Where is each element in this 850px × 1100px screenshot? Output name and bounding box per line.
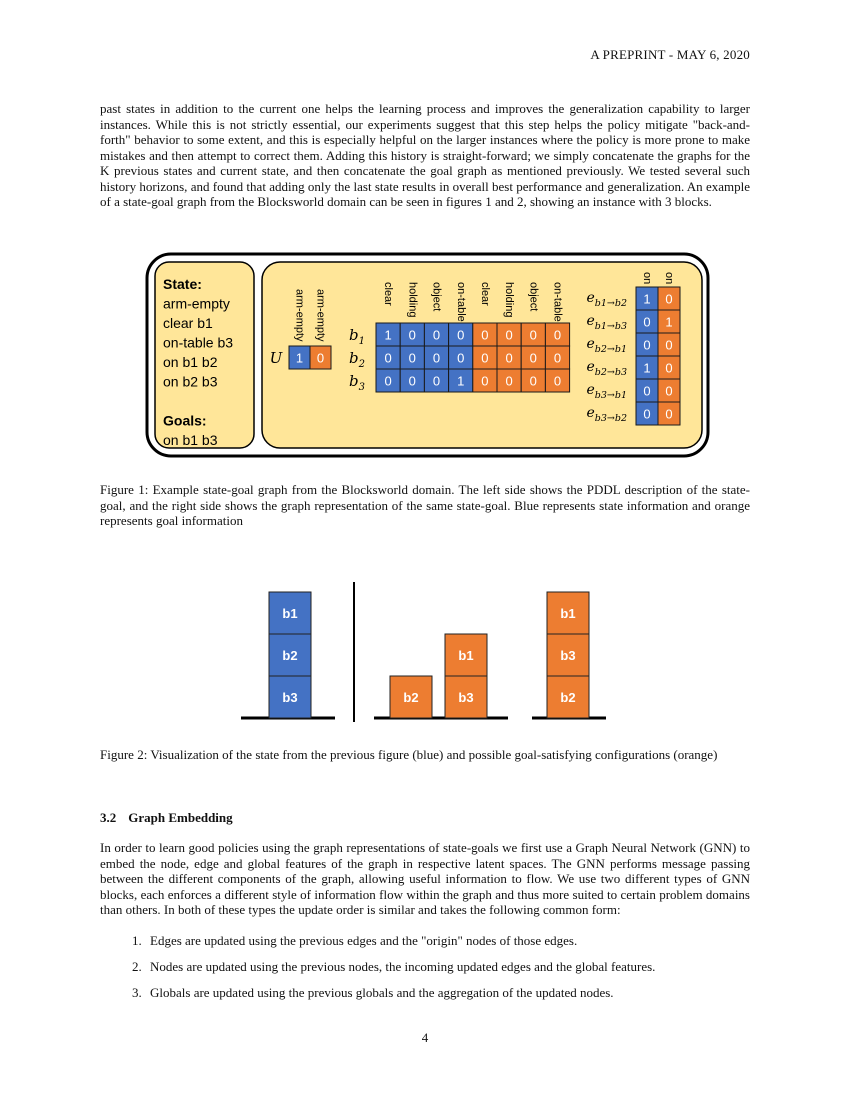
intro-paragraph: past states in addition to the current one helps the learning process and improves the generalization capability to larger instances. While this is not strictly essential, our experiments suggest that this step helps the policy mitigate "back-and-forth" behavior to some extent, and this is especially helpful on the larger instances where the policy is more prone to make mistakes and then attempt to correct them. Adding this history is straight-forward; we simply concatenate the graphs for the K previous states and current state, and then concatenate the goal graph as mentioned previously. We tested several such history horizons, and found that adding only the last state results in overall best performance and generalization. An example of a state-goal graph from the Blocksworld domain can be seen in figures 1 and 2, showing an instance with 3 blocks. [100,101,750,209]
page-number: 4 [421,1030,429,1045]
list-item: 2. Nodes are updated using the previous nodes, the incoming updated edges and the global features. [132,959,656,974]
running-header: A PREPRINT - MAY 6, 2020 [590,47,750,62]
figure-1 [145,252,710,458]
cell-value: 0 [643,406,651,422]
list-item: 3. Globals are updated using the previous globals and the aggregation of the updated nodes. [132,985,614,1000]
figure-2 [238,580,613,725]
edge-row-label: $e_{b3\to b2}$ [586,405,627,424]
cell-value: 0 [432,350,441,366]
cell-value: 0 [529,373,537,389]
list-item: 1. Edges are updated using the previous edges and the "origin" nodes of those edges. [132,933,578,948]
node-row-label: $b_2$ [349,349,365,370]
cell-value: 1 [643,360,651,376]
column-header: arm-empty [293,289,306,342]
cell-value: 0 [665,360,673,376]
section-title: Graph Embedding [128,810,233,825]
cell-value: 0 [432,327,441,343]
cell-value: 0 [481,373,489,389]
cell-value: 0 [408,350,416,366]
cell-value: 0 [505,350,513,366]
column-header: clear [382,282,395,306]
global-label: U [269,349,283,367]
edge-row-label: $e_{b2\to b3}$ [586,359,627,378]
cell-value: 0 [408,327,416,343]
state-line: on-table b3 [163,334,234,351]
block-label: b2 [560,690,576,705]
cell-value: 0 [643,383,651,399]
edge-row-label: $e_{b2\to b1}$ [586,336,627,355]
cell-value: 0 [457,327,465,343]
section-heading [100,810,233,826]
block-label: b1 [458,648,474,663]
section-number: 3.2 [100,810,117,825]
state-line: on b1 b2 [163,354,218,370]
cell-value: 1 [295,350,304,366]
column-header: holding [406,282,419,318]
cell-value: 0 [553,350,562,366]
cell-value: 0 [316,350,325,366]
update-order-list [132,933,752,1011]
edge-row-label: $e_{b3\to b1}$ [586,382,627,401]
block-label: b2 [403,690,419,705]
edge-row-label: $e_{b1\to b3}$ [586,313,627,332]
cell-value: 0 [384,373,392,389]
state-line: on b2 b3 [163,373,218,390]
cell-value: 1 [384,327,392,343]
block-label: b3 [458,690,474,705]
cell-value: 0 [665,291,673,307]
column-header: object [430,282,443,312]
column-header: on [641,272,654,285]
figure-1-caption: Figure 1: Example state-goal graph from the Blocksworld domain. The left side shows the PDDL description of the state-goal, and the right side shows the graph representation of the same state-goal. Blue represents state information and orange represents goal information [100,482,750,528]
block-label: b1 [282,606,298,621]
state-title: State: [163,276,202,292]
state-line: arm-empty [163,295,230,312]
column-header: arm-empty [314,289,327,342]
block-label: b1 [560,606,576,621]
cell-value: 1 [665,314,673,330]
cell-value: 0 [432,373,441,389]
figure-2-caption: Figure 2: Visualization of the state from the previous figure (blue) and possible goal-satisfying configurations (orange) [100,747,718,762]
cell-value: 0 [408,373,416,389]
block-label: b2 [282,648,298,663]
cell-value: 0 [553,327,562,343]
cell-value: 0 [529,350,537,366]
section-paragraph: In order to learn good policies using the graph representations of state-goals we first use a Graph Neural Network (GNN) to embed the node, edge and global features of the graph in respective latent spaces. The GNN performs message passing between the different components of the graph, allowing useful information to flow. We use two different types of GNN blocks, each enforces a different style of information flow within the graph and thus more suited to certain problem domains than others. In both of these types the update order is similar and takes the following common form: [100,840,750,917]
cell-value: 0 [665,383,673,399]
state-line: clear b1 [163,315,213,331]
column-header: object [527,282,540,312]
column-header: on [663,272,676,285]
cell-value: 0 [643,314,651,330]
cell-value: 0 [665,406,673,422]
column-header: clear [478,282,491,306]
goal-line: on b1 b3 [163,432,218,448]
cell-value: 0 [384,350,392,366]
edge-row-label: $e_{b1\to b2}$ [586,290,627,309]
cell-value: 0 [481,350,489,366]
cell-value: 1 [457,373,465,389]
cell-value: 0 [553,373,562,389]
cell-value: 0 [643,337,651,353]
column-header: holding [503,282,516,318]
cell-value: 0 [665,337,673,353]
node-row-label: $b_1$ [349,326,365,347]
column-header: on-table [551,282,564,322]
block-label: b3 [282,690,298,705]
block-label: b3 [560,648,576,663]
cell-value: 1 [643,291,651,307]
goals-title: Goals: [163,412,207,429]
cell-value: 0 [457,350,465,366]
cell-value: 0 [505,373,513,389]
node-row-label: $b_3$ [349,372,365,393]
cell-value: 0 [505,327,513,343]
cell-value: 0 [529,327,537,343]
column-header: on-table [454,282,467,322]
cell-value: 0 [481,327,489,343]
